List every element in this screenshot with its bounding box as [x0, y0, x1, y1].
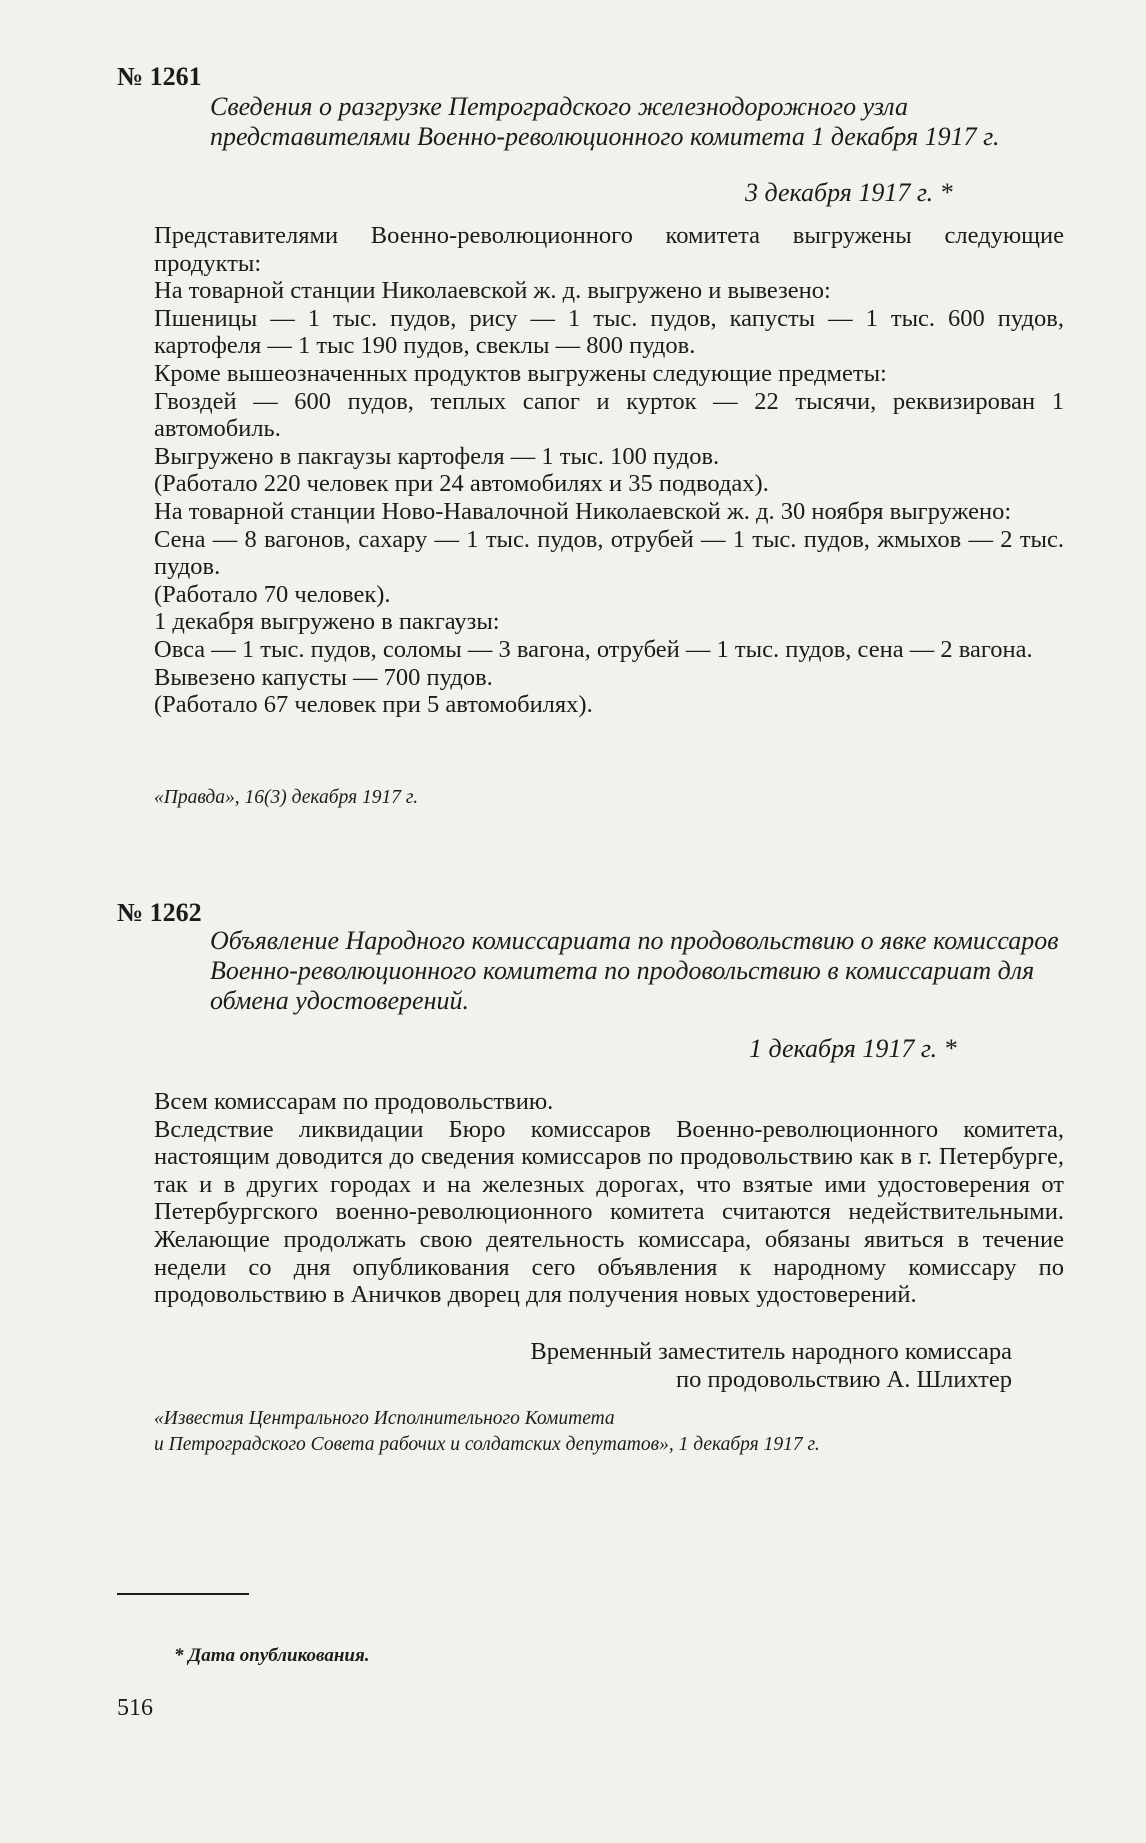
doc-1262-paragraph: Всем комиссарам по продовольствию. [154, 1088, 554, 1115]
footnote-divider [117, 1593, 249, 1595]
doc-1261-paragraph: Пшеницы — 1 тыс. пудов, рису — 1 тыс. пудов, капусты — 1 тыс. 600 пудов, картофеля — 1 тыс 190 пудов, свеклы — 800 пудов. [154, 304, 1064, 360]
doc-1261-paragraph: Гвоздей — 600 пудов, теплых сапог и курток — 22 тысячи, реквизирован 1 автомобиль. [154, 387, 1064, 443]
doc-1262-source-line2: и Петроградского Совета рабочих и солдатских депутатов», 1 декабря 1917 г. [154, 1434, 820, 1455]
doc-1262-body [154, 1088, 1064, 1309]
doc-1261-paragraph: Кроме вышеозначенных продуктов выгружены следующие предметы: [154, 359, 887, 387]
doc-1261-paragraph: (Работало 220 человек при 24 автомобилях и 35 подводах). [154, 470, 769, 498]
footnote: * Дата опубликования. [174, 1645, 370, 1666]
doc-1261-source: «Правда», 16(3) декабря 1917 г. [154, 787, 419, 808]
doc-1261-paragraph: Вывезено капусты — 700 пудов. [154, 663, 493, 691]
page-number: 516 [117, 1695, 153, 1721]
doc-1262-signature-title: Временный заместитель народного комиссара [530, 1338, 1012, 1365]
doc-1262-heading: Объявление Народного комиссариата по продовольствию о явке комиссаров Военно-революционного комитета по продовольствию в комиссариат для обмена удостоверений. [210, 926, 1059, 1015]
doc-1261-paragraph: (Работало 67 человек при 5 автомобилях). [154, 691, 593, 719]
doc-1262-signature-name: по продовольствию А. Шлихтер [676, 1366, 1012, 1393]
doc-1262-source-line1: «Известия Центрального Исполнительного Комитета [154, 1408, 615, 1429]
doc-1262-paragraph: Вследствие ликвидации Бюро комиссаров Военно-революционного комитета, настоящим доводится до сведения комиссаров по продовольствию как в г. Петербурге, так и в других городах и на железных дорогах, что взятые ими удостоверения от Петербургского военно-революционного комитета считаются недействительными. Желающие продолжать свою деятельность комиссара, обязаны явиться в течение недели со дня опубликования сего объявления к народному комиссару по продовольствию в Аничков дворец для получения новых удостоверений. [154, 1115, 1064, 1309]
doc-1261-paragraph: 1 декабря выгружено в пакгаузы: [154, 608, 500, 636]
doc-1261-paragraph: Сена — 8 вагонов, сахару — 1 тыс. пудов, отрубей — 1 тыс. пудов, жмыхов — 2 тыс. пудов. [154, 525, 1064, 581]
doc-1261-date: 3 декабря 1917 г. * [745, 178, 953, 207]
doc-1261-paragraph: Овса — 1 тыс. пудов, соломы — 3 вагона, отрубей — 1 тыс. пудов, сена — 2 вагона. [154, 635, 1033, 663]
doc-1261-paragraph: Представителями Военно-революционного комитета выгружены следующие продукты: [154, 222, 1064, 277]
doc-1261-paragraph: (Работало 70 человек). [154, 580, 391, 608]
doc-1261-heading: Сведения о разгрузке Петроградского железнодорожного узла представителями Военно-революционного комитета 1 декабря 1917 г. [210, 92, 1000, 151]
doc-1261-paragraph: На товарной станции Николаевской ж. д. выгружено и вывезено: [154, 277, 831, 305]
doc-1261-number: № 1261 [117, 62, 202, 91]
doc-1261-paragraph: Выгружено в пакгаузы картофеля — 1 тыс. 100 пудов. [154, 442, 720, 470]
doc-1262-number: № 1262 [117, 898, 202, 927]
doc-1261-paragraph: На товарной станции Ново-Навалочной Николаевской ж. д. 30 ноября выгружено: [154, 497, 1012, 525]
doc-1262-date: 1 декабря 1917 г. * [749, 1034, 957, 1063]
doc-1261-body [154, 222, 1064, 719]
